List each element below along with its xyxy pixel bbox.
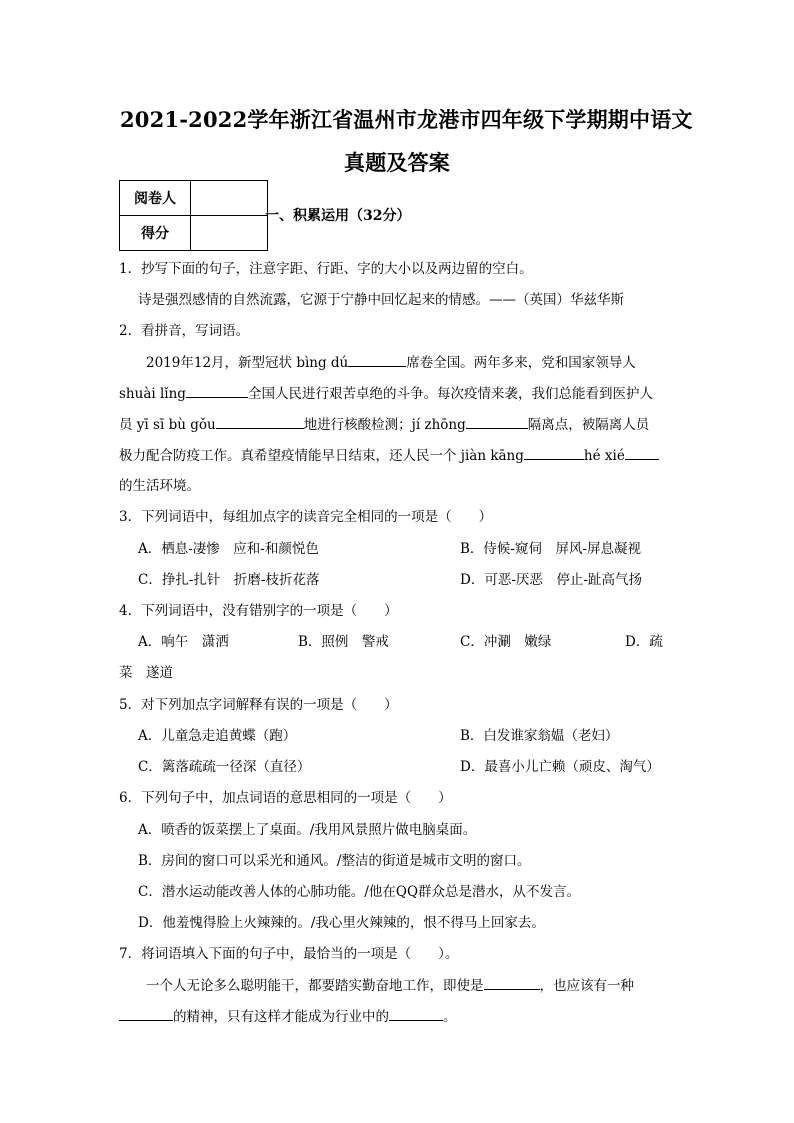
q2-line4-b: hé xié: [583, 448, 625, 464]
q4-option-d[interactable]: D．疏: [625, 634, 663, 650]
q4-option-d-cont: 菜 遂道: [119, 665, 173, 681]
q2-line1-a: 2019年12月，新型冠状 bìng dú: [146, 355, 349, 371]
q7-line1: [146, 976, 634, 995]
q7-line2: [119, 1007, 457, 1026]
q5-option-c[interactable]: C．篱落疏疏一径深（直径）: [138, 759, 311, 775]
q3-option-a[interactable]: A．栖息-凄惨 应和-和颜悦色: [138, 541, 319, 557]
q2-line3: [119, 415, 649, 434]
doc-title-line1: 2021-2022学年浙江省温州市龙港市四年级下学期期中语文: [120, 107, 693, 132]
score-blank[interactable]: [191, 216, 268, 251]
q2-line3-c: 隔离点，被隔离人员: [527, 417, 650, 433]
q7-line2-a: 的精神，只有这样才能成为行业中的: [173, 1009, 389, 1025]
q3-stem: 3．下列词语中，每组加点字的读音完全相同的一项是（ ）: [119, 509, 493, 525]
q2-line4-a: 极力配合防疫工作。真希望疫情能早日结束，还人民一个 jiàn kāng: [119, 448, 524, 464]
q7-line1-a: 一个人无论多么聪明能干，都要踏实勤奋地工作，即使是: [146, 978, 484, 994]
q2-line1-b: 席卷全国。两年多来，党和国家领导人: [406, 355, 636, 371]
q2-line5: 的生活环境。: [119, 478, 200, 494]
q2-line2-a: shuài lǐng: [119, 386, 186, 402]
q2-line3-b: 地进行核酸检测；jí zhōng: [303, 417, 466, 433]
q7-line2-b: 。: [443, 1009, 457, 1025]
q3-option-d[interactable]: D．可恶-厌恶 停止-趾高气扬: [460, 572, 642, 588]
q2-blank-shuailing[interactable]: [186, 384, 248, 398]
q5-option-b[interactable]: B．白发谁家翁媪（老妇）: [460, 728, 619, 744]
q2-stem: 2．看拼音，写词语。: [119, 323, 250, 339]
q2-blank-hexie[interactable]: [625, 446, 659, 460]
q7-line1-b: ，也应该有一种: [539, 978, 634, 994]
score-label: 得分: [120, 216, 191, 251]
q2-blank-jiankang[interactable]: [524, 446, 584, 460]
q5-option-d[interactable]: D．最喜小儿亡赖（顽皮、淘气）: [460, 759, 660, 775]
reviewer-blank[interactable]: [191, 181, 268, 216]
q1-quote: 诗是强烈感情的自然流露，它源于宁静中回忆起来的情感。——（英国）华兹华斯: [138, 292, 624, 308]
q4-stem: 4．下列词语中，没有错别字的一项是（ ）: [119, 603, 398, 619]
q4-option-b[interactable]: B．照例 警戒: [298, 634, 389, 650]
reviewer-label: 阅卷人: [120, 181, 191, 216]
q4-option-c[interactable]: C．冲涮 嫩绿: [460, 634, 552, 650]
q3-option-b[interactable]: B．侍候-窥伺 屏风-屏息凝视: [460, 541, 642, 557]
q2-line2-b: 全国人民进行艰苦卓绝的斗争。每次疫情来袭，我们总能看到医护人: [247, 386, 653, 402]
q6-stem: 6．下列句子中，加点词语的意思相同的一项是（ ）: [119, 790, 452, 806]
q2-line3-a: 员 yī sī bù gǒu: [119, 417, 216, 433]
q7-stem: 7．将词语填入下面的句子中，最恰当的一项是（ ）。: [119, 946, 459, 962]
q2-line1: [146, 353, 636, 372]
q1-stem: 1．抄写下面的句子，注意字距、行距、字的大小以及两边留的空白。: [119, 261, 533, 277]
q2-blank-bingdu[interactable]: [348, 353, 406, 367]
q2-blank-jizhong[interactable]: [466, 415, 528, 429]
doc-title-line2: 真题及答案: [344, 150, 450, 175]
q5-stem: 5．对下列加点字词解释有误的一项是（ ）: [119, 697, 398, 713]
q7-blank-1[interactable]: [484, 976, 540, 990]
score-table: [119, 180, 268, 251]
q6-option-c[interactable]: C．潜水运动能改善人体的心肺功能。/他在QQ群众总是潜水，从不发言。: [138, 884, 581, 900]
q3-option-c[interactable]: C．挣扎-扎针 折磨-枝折花落: [138, 572, 320, 588]
q4-option-a[interactable]: A．响午 潇洒: [138, 634, 229, 650]
q7-blank-2[interactable]: [119, 1007, 173, 1021]
q2-line4: [119, 446, 659, 465]
q2-line2: [119, 384, 653, 403]
q5-option-a[interactable]: A．儿童急走追黄蝶（跑）: [138, 728, 297, 744]
q2-blank-yisibugou[interactable]: [216, 415, 304, 429]
q6-option-d[interactable]: D．他羞愧得脸上火辣辣的。/我心里火辣辣的，恨不得马上回家去。: [138, 915, 545, 931]
q7-blank-3[interactable]: [389, 1007, 443, 1021]
q6-option-a[interactable]: A．喷香的饭菜摆上了桌面。/我用风景照片做电脑桌面。: [138, 822, 477, 838]
section1-heading: 一、积累运用（32分）: [265, 208, 411, 224]
q6-option-b[interactable]: B．房间的窗口可以采光和通风。/整洁的街道是城市文明的窗口。: [138, 853, 531, 869]
